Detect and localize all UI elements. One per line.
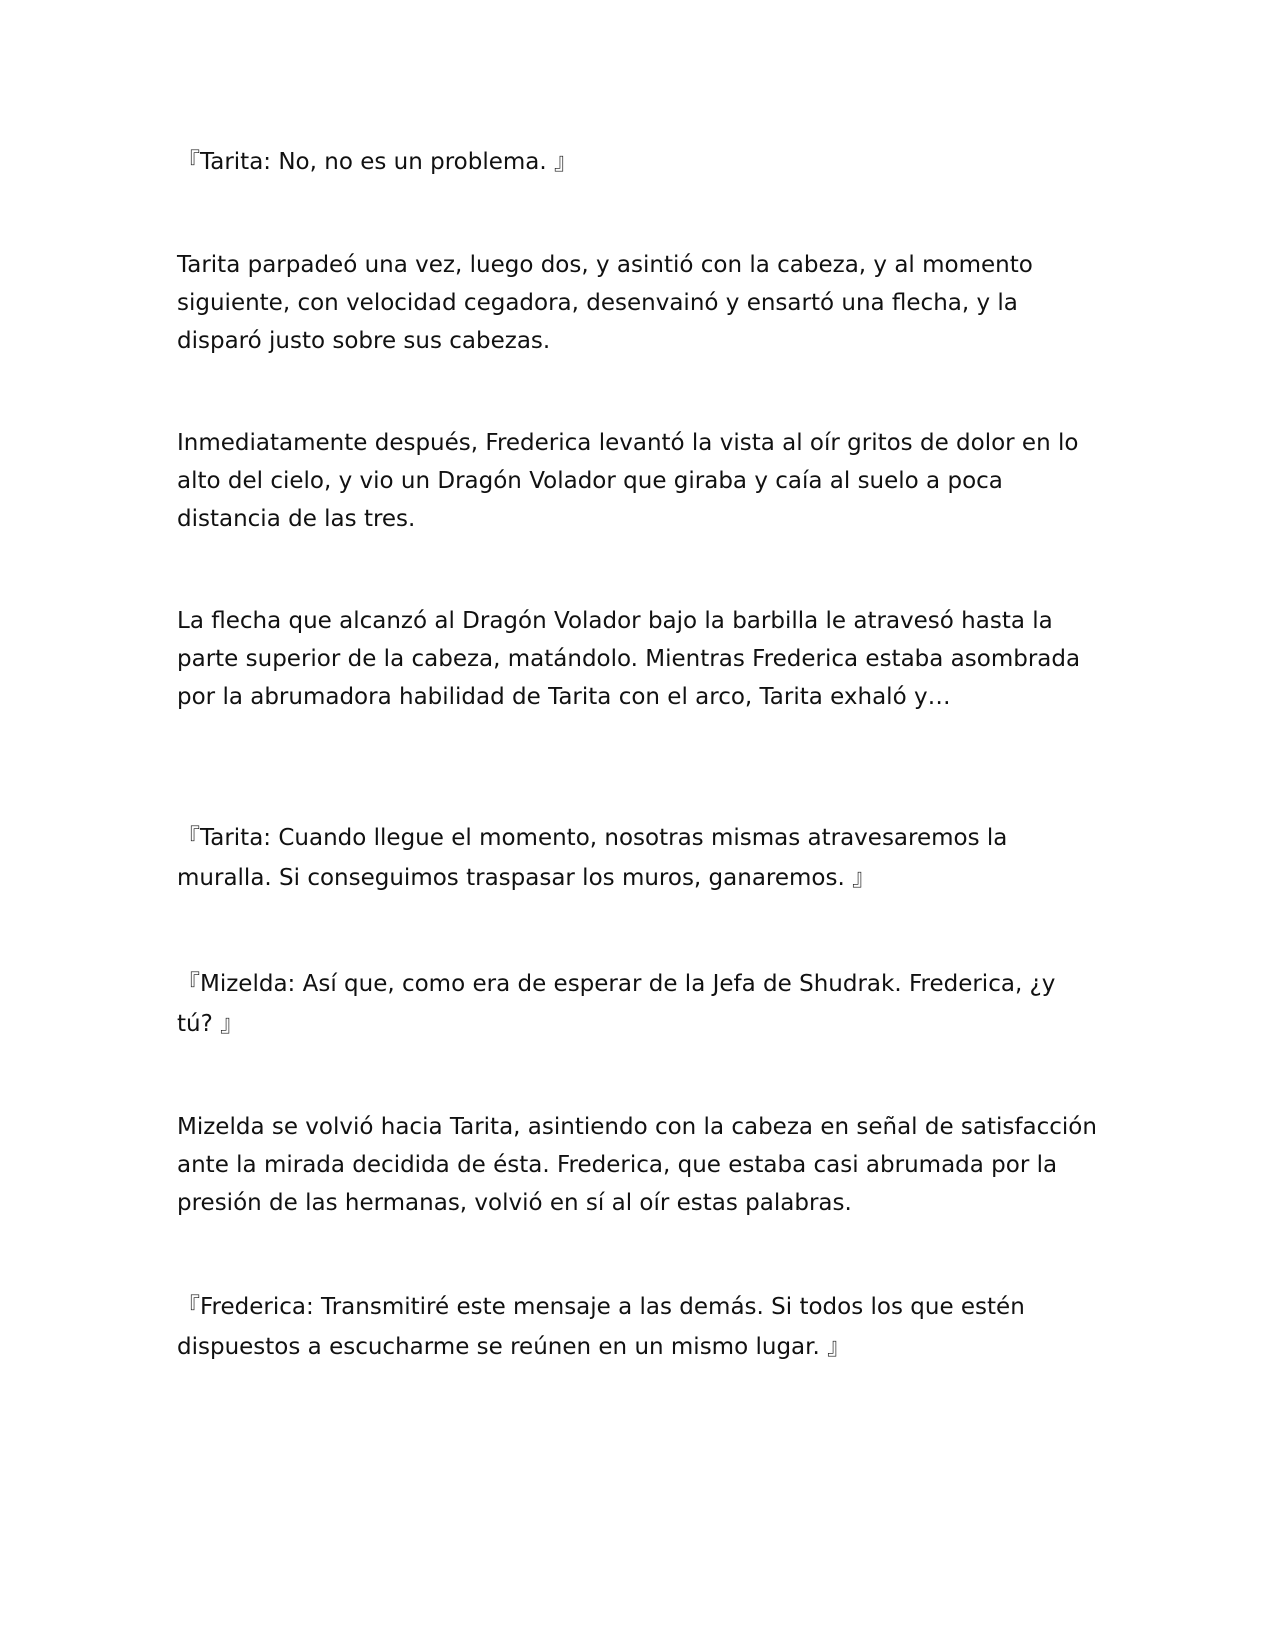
narration-paragraph-1: Tarita parpadeó una vez, luego dos, y asintió con la cabeza, y al momento siguiente, con velocidad cegadora, desenvainó y ensartó una flecha, y la disparó justo sobre sus cabezas. [177, 252, 1033, 354]
dialogue-tarita-2: 『Tarita: Cuando llegue el momento, nosotras mismas atravesaremos la muralla. Si conseguimos traspasar los muros, ganaremos. 』 [177, 825, 1008, 891]
dialogue-mizelda: 『Mizelda: Así que, como era de esperar de la Jefa de Shudrak. Frederica, ¿y tú? 』 [177, 971, 1056, 1037]
narration-paragraph-4: Mizelda se volvió hacia Tarita, asintiendo con la cabeza en señal de satisfacción ante la mirada decidida de ésta. Frederica, que estaba casi abrumada por la presión de las hermanas, volvió en sí al oír estas palabras. [177, 1114, 1097, 1216]
narration-paragraph-3: La flecha que alcanzó al Dragón Volador bajo la barbilla le atravesó hasta la parte superior de la cabeza, matándolo. Mientras Frederica estaba asombrada por la abrumadora habilidad de Tarita con el arco, Tarita exhaló y… [177, 608, 1081, 710]
dialogue-frederica: 『Frederica: Transmitiré este mensaje a las demás. Si todos los que estén dispuestos a escucharme se reúnen en un mismo lugar. 』 [177, 1294, 1025, 1360]
dialogue-tarita-1: 『Tarita: No, no es un problema. 』 [177, 149, 578, 175]
narration-paragraph-2: Inmediatamente después, Frederica levantó la vista al oír gritos de dolor en lo alto del cielo, y vio un Dragón Volador que giraba y caía al suelo a poca distancia de las tres. [177, 430, 1079, 532]
